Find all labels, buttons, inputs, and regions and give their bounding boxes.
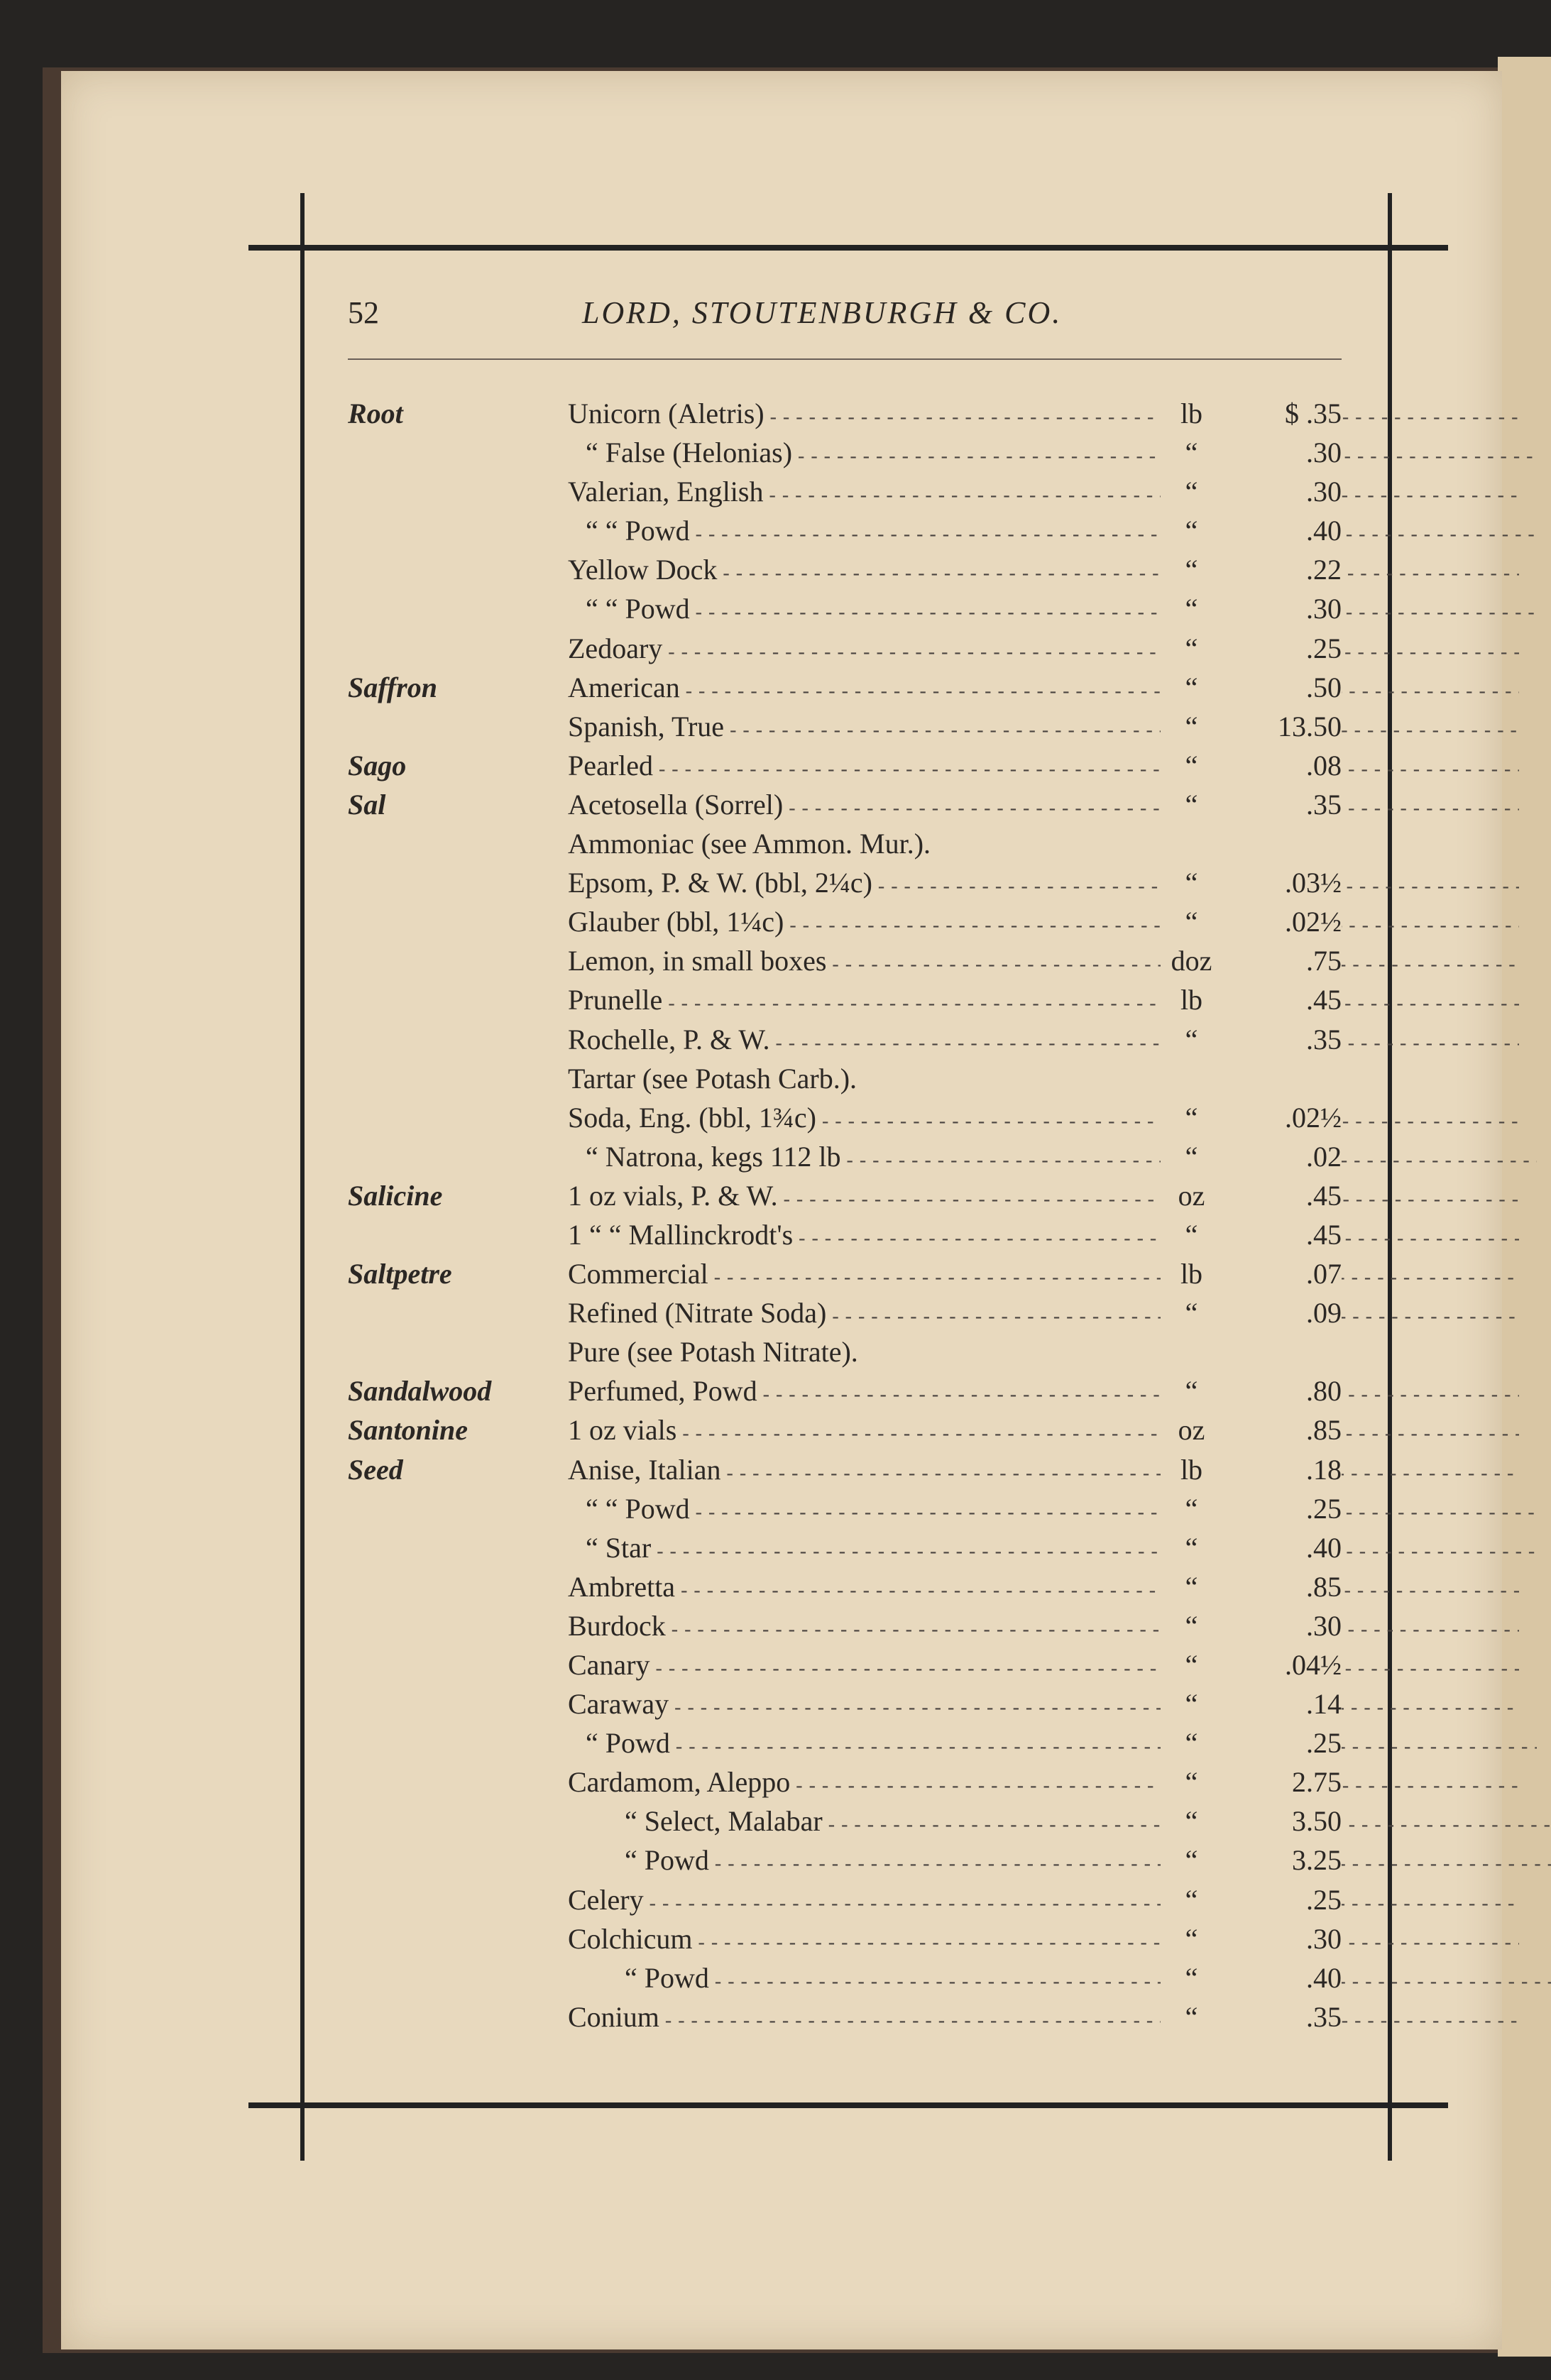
price-list-row (348, 472, 1342, 511)
item-name: Acetosella (Sorrel) - - - (568, 785, 1519, 828)
unit-label: “ (1161, 1528, 1218, 1567)
item-name: Refined (Nitrate Soda) - - - (568, 1293, 1519, 1336)
price-list-row (348, 550, 1342, 589)
item-name: Canary - - - (568, 1645, 1519, 1688)
unit-label: “ (1161, 1489, 1218, 1528)
item-name: Ambretta - - - (568, 1567, 1519, 1610)
unit-label: “ (1161, 1215, 1218, 1254)
unit-label: “ (1161, 1723, 1218, 1762)
item-name: Rochelle, P. & W. - - - (568, 1020, 1519, 1063)
unit-label: oz (1161, 1410, 1218, 1449)
price-list-row (348, 1606, 1342, 1645)
price-list-row (348, 1215, 1342, 1254)
category-label: Salicine (348, 1179, 443, 1212)
item-name: 1 oz vials - - - (568, 1410, 1519, 1453)
price-list-row (348, 1293, 1342, 1332)
item-name: “ “ Powd - - - (568, 1489, 1537, 1532)
price-value: .25 (1217, 1489, 1342, 1528)
item-name: “ Select, Malabar - - - (568, 1802, 1551, 1844)
price-list-row (348, 1567, 1342, 1606)
price-list-row (348, 1020, 1342, 1059)
unit-label: “ (1161, 1645, 1218, 1684)
price-list-row (348, 1450, 1342, 1489)
price-value: .45 (1217, 1215, 1342, 1254)
price-value: .30 (1217, 433, 1342, 472)
unit-label: “ (1161, 472, 1218, 511)
price-value: .02½ (1217, 1098, 1342, 1137)
price-list-row (348, 1958, 1342, 1997)
price-value: .40 (1217, 1958, 1342, 1997)
item-name: Lemon, in small boxes - - - (568, 941, 1519, 984)
price-list-row (348, 824, 1342, 863)
price-list-row (348, 394, 1342, 433)
category-label: Sago (348, 749, 407, 782)
price-value: .85 (1217, 1567, 1342, 1606)
unit-label: oz (1161, 1176, 1218, 1215)
unit-label: “ (1161, 1293, 1218, 1332)
item-name: Celery - - - (568, 1880, 1519, 1923)
price-value: 13.50 (1217, 707, 1342, 746)
unit-label: lb (1161, 980, 1218, 1019)
price-list-row (348, 629, 1342, 668)
price-list-row (348, 1176, 1342, 1215)
item-name: “ Natrona, kegs 112 lb - - - (568, 1137, 1537, 1180)
price-value: .40 (1217, 1528, 1342, 1567)
category-label: Saltpetre (348, 1258, 452, 1290)
unit-label: “ (1161, 668, 1218, 707)
item-name: 1 oz vials, P. & W. - - - (568, 1176, 1519, 1219)
price-list-row (348, 1137, 1342, 1176)
price-value: 3.50 (1217, 1802, 1342, 1841)
price-value: .45 (1217, 980, 1342, 1019)
price-list-row (348, 589, 1342, 628)
item-name: Anise, Italian - - - (568, 1450, 1519, 1493)
price-list-row (348, 1645, 1342, 1684)
unit-label: doz (1161, 941, 1218, 980)
item-name: “ “ Powd - - - (568, 589, 1537, 632)
unit-label: “ (1161, 511, 1218, 550)
page-number: 52 (348, 295, 379, 330)
item-name: Unicorn (Aletris) - - - (568, 394, 1519, 437)
price-value: .30 (1217, 589, 1342, 628)
unit-label: “ (1161, 550, 1218, 589)
item-name: Epsom, P. & W. (bbl, 2¼c) - - - (568, 863, 1519, 906)
unit-label: “ (1161, 1841, 1218, 1880)
item-name: “ Powd - - - (568, 1723, 1537, 1766)
page-header (348, 295, 1342, 337)
price-list-row (348, 941, 1342, 980)
bottom-rule (248, 2102, 1448, 2108)
unit-label: “ (1161, 1137, 1218, 1176)
unit-label: “ (1161, 1371, 1218, 1410)
price-list-row (348, 1528, 1342, 1567)
price-value: .25 (1217, 1723, 1342, 1762)
price-value: .80 (1217, 1371, 1342, 1410)
unit-label: “ (1161, 863, 1218, 902)
price-value: .03½ (1217, 863, 1342, 902)
price-value: .40 (1217, 511, 1342, 550)
item-name: Perfumed, Powd - - - (568, 1371, 1519, 1414)
item-name: “ False (Helonias) - - - (568, 433, 1537, 476)
price-value: .14 (1217, 1684, 1342, 1723)
item-name: “ “ Powd - - - (568, 511, 1537, 554)
price-value: .50 (1217, 668, 1342, 707)
running-head: LORD, STOUTENBURGH & CO. (582, 295, 1063, 330)
item-name: “ Powd - - - (568, 1841, 1551, 1883)
price-list-row (348, 1332, 1342, 1371)
unit-label: “ (1161, 589, 1218, 628)
item-name: Spanish, True - - - (568, 707, 1519, 750)
price-value: .85 (1217, 1410, 1342, 1449)
price-value: .22 (1217, 550, 1342, 589)
price-value: .25 (1217, 629, 1342, 668)
unit-label: “ (1161, 746, 1218, 785)
price-list-row (348, 1880, 1342, 1919)
item-name: Pearled - - - (568, 746, 1519, 789)
unit-label: “ (1161, 707, 1218, 746)
price-list-row (348, 902, 1342, 941)
price-list (348, 394, 1342, 2036)
unit-label: lb (1161, 1450, 1218, 1489)
price-value: $ .35 (1217, 394, 1342, 433)
price-list-row (348, 1762, 1342, 1802)
price-list-row (348, 1802, 1342, 1841)
unit-label: “ (1161, 433, 1218, 472)
unit-label: “ (1161, 902, 1218, 941)
price-list-row (348, 1371, 1342, 1410)
price-list-row (348, 863, 1342, 902)
unit-label: “ (1161, 785, 1218, 824)
price-list-row (348, 433, 1342, 472)
price-value: .45 (1217, 1176, 1342, 1215)
item-name: Yellow Dock - - - (568, 550, 1519, 593)
item-name: Pure (see Potash Nitrate). (568, 1336, 858, 1369)
item-name: Commercial - - - (568, 1254, 1519, 1297)
unit-label: lb (1161, 394, 1218, 433)
price-value: .30 (1217, 472, 1342, 511)
category-label: Sal (348, 788, 386, 821)
item-name: Valerian, English - - - (568, 472, 1519, 515)
item-name: Ammoniac (see Ammon. Mur.). (568, 828, 931, 860)
item-name: Burdock - - - (568, 1606, 1519, 1649)
price-list-row (348, 1723, 1342, 1762)
price-value: .09 (1217, 1293, 1342, 1332)
header-divider (348, 358, 1342, 360)
price-list-row (348, 1841, 1342, 1880)
price-value: 3.25 (1217, 1841, 1342, 1880)
price-value: .18 (1217, 1450, 1342, 1489)
unit-label: “ (1161, 1880, 1218, 1919)
price-list-row (348, 1684, 1342, 1723)
price-value: .35 (1217, 785, 1342, 824)
unit-label: “ (1161, 629, 1218, 668)
price-list-row (348, 980, 1342, 1019)
price-value: .35 (1217, 1997, 1342, 2036)
unit-label: lb (1161, 1254, 1218, 1293)
unit-label: “ (1161, 1567, 1218, 1606)
unit-label: “ (1161, 1958, 1218, 1997)
price-list-row (348, 746, 1342, 785)
item-name: Caraway - - - (568, 1684, 1519, 1727)
price-value: .08 (1217, 746, 1342, 785)
price-list-row (348, 1919, 1342, 1958)
price-value: .25 (1217, 1880, 1342, 1919)
item-name: Cardamom, Aleppo - - - (568, 1762, 1519, 1805)
price-list-row (348, 668, 1342, 707)
left-rule (300, 193, 305, 2161)
unit-label: “ (1161, 1684, 1218, 1723)
item-name: Conium - - - (568, 1997, 1519, 2040)
item-name: Soda, Eng. (bbl, 1¾c) - - - (568, 1098, 1519, 1141)
item-name: Glauber (bbl, 1¼c) - - - (568, 902, 1519, 945)
price-list-row (348, 1098, 1342, 1137)
category-label: Saffron (348, 671, 437, 703)
price-value: .30 (1217, 1606, 1342, 1645)
price-value: .02½ (1217, 902, 1342, 941)
category-label: Seed (348, 1453, 403, 1486)
price-value: .04½ (1217, 1645, 1342, 1684)
price-list-row (348, 1410, 1342, 1449)
price-value: 2.75 (1217, 1762, 1342, 1802)
unit-label: “ (1161, 1020, 1218, 1059)
price-list-row (348, 707, 1342, 746)
item-name: Prunelle - - - (568, 980, 1519, 1023)
price-value: .02 (1217, 1137, 1342, 1176)
unit-label: “ (1161, 1997, 1218, 2036)
unit-label: “ (1161, 1606, 1218, 1645)
price-value: .75 (1217, 941, 1342, 980)
price-value: .07 (1217, 1254, 1342, 1293)
item-name: Tartar (see Potash Carb.). (568, 1062, 857, 1095)
item-name: “ Star - - - (568, 1528, 1537, 1571)
price-list-row (348, 1997, 1342, 2036)
unit-label: “ (1161, 1762, 1218, 1802)
price-value: .35 (1217, 1020, 1342, 1059)
item-name: “ Powd - - - (568, 1958, 1551, 2001)
unit-label: “ (1161, 1802, 1218, 1841)
category-label: Root (348, 397, 403, 429)
category-label: Santonine (348, 1414, 468, 1447)
item-name: Colchicum - - - (568, 1919, 1519, 1962)
category-label: Sandalwood (348, 1375, 492, 1408)
unit-label: “ (1161, 1098, 1218, 1137)
item-name: Zedoary - - - (568, 629, 1519, 671)
top-rule (248, 245, 1448, 251)
price-value: .30 (1217, 1919, 1342, 1958)
item-name: 1 “ “ Mallinckrodt's - - - (568, 1215, 1519, 1258)
price-list-row (348, 511, 1342, 550)
price-list-row (348, 1059, 1342, 1098)
price-list-row (348, 1254, 1342, 1293)
unit-label: “ (1161, 1919, 1218, 1958)
item-name: American - - - (568, 668, 1519, 711)
price-list-row (348, 1489, 1342, 1528)
price-list-row (348, 785, 1342, 824)
